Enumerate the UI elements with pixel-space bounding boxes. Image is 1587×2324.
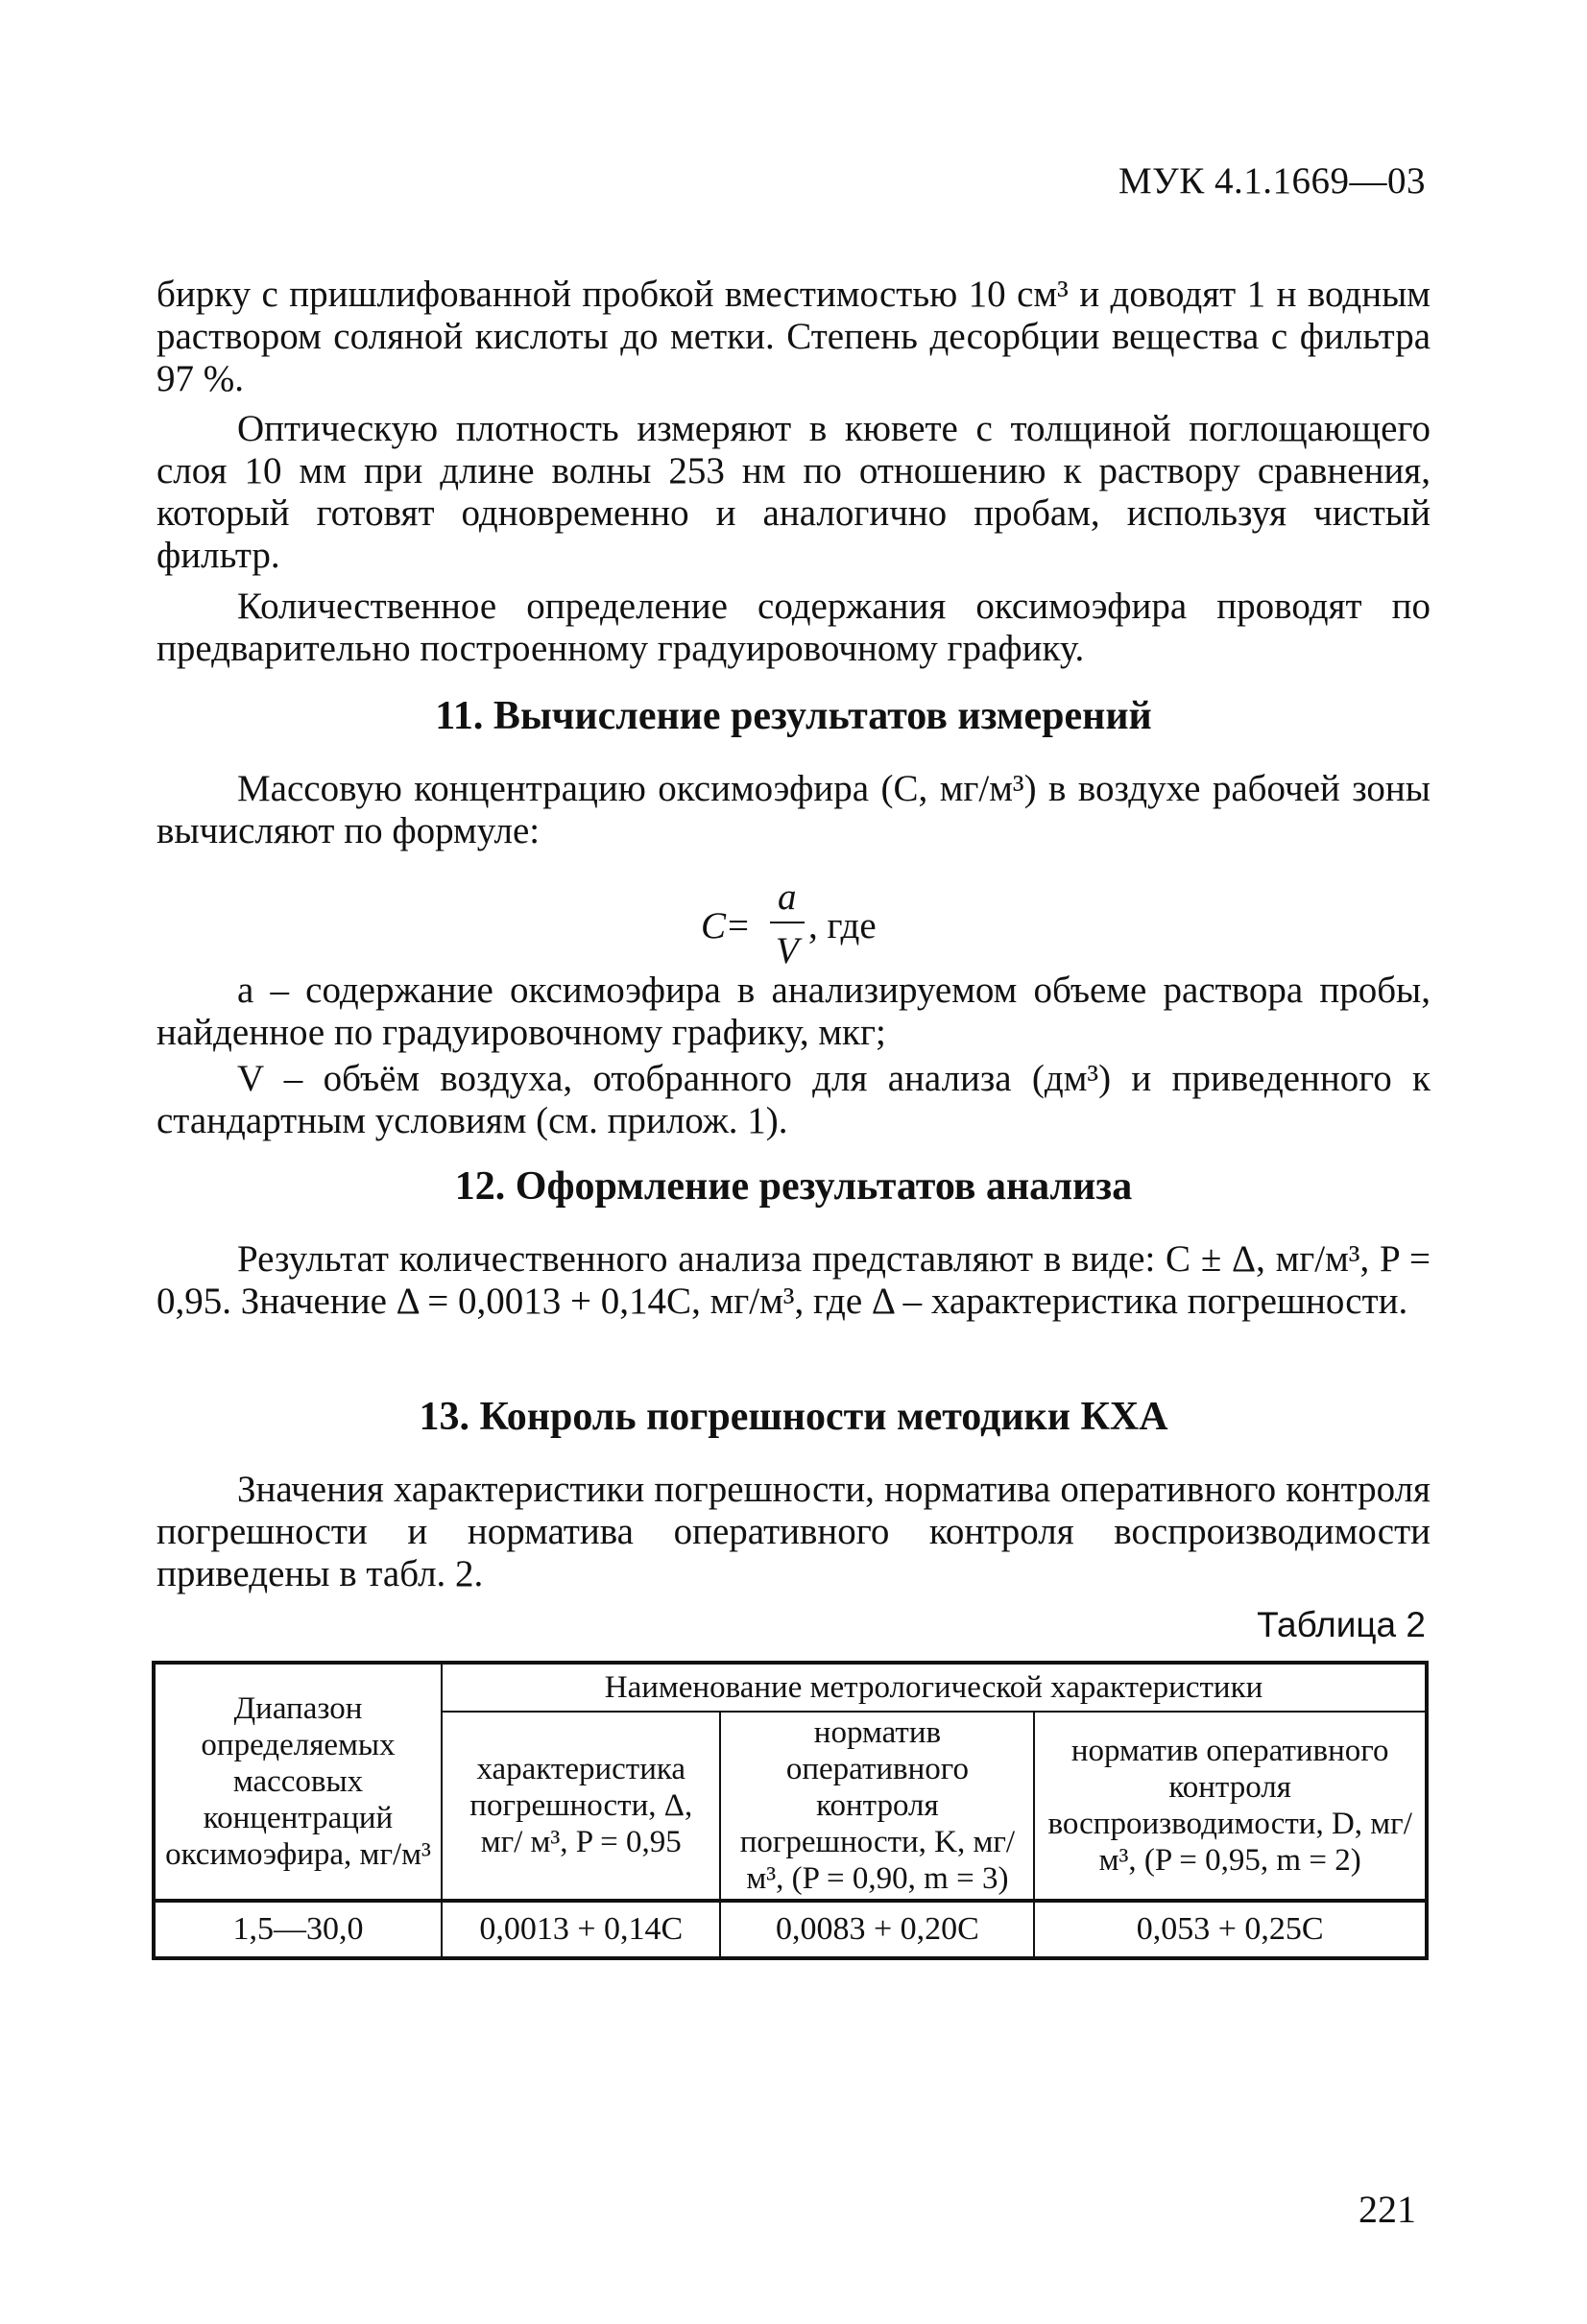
section-13-text: Значения характеристики погрешности, норматива оперативного контроля погрешности и норматива оперативного контроля воспроизводимости приведены в табл. 2. (156, 1469, 1431, 1594)
formula-lhs: C (701, 905, 727, 946)
document-code: МУК 4.1.1669—03 (1118, 160, 1426, 202)
cell-k: 0,0083 + 0,20C (720, 1901, 1034, 1958)
header-range: Диапазон определяемых массовых концентраций оксимоэфира, мг/м³ (154, 1663, 442, 1901)
formula-where: , где (808, 905, 877, 946)
formula-numerator: a (778, 876, 797, 918)
table-caption: Таблица 2 (1257, 1605, 1426, 1644)
paragraph-quantitative: Количественное определение содержания оксимоэфира проводят по предварительно построенному градуировочному графику. (156, 586, 1431, 669)
cell-d: 0,053 + 0,25C (1034, 1901, 1427, 1958)
cell-delta: 0,0013 + 0,14C (442, 1901, 720, 1958)
page-number: 221 (1359, 2188, 1416, 2231)
section-11-title: 11. Вычисление результатов измерений (435, 694, 1152, 738)
definition-a: a – содержание оксимоэфира в анализируемом объеме раствора пробы, найденное по градуировочному графику, мкг; (156, 970, 1431, 1053)
metrology-table (152, 1661, 1429, 1960)
section-13-title: 13. Конроль погрешности методики КХА (419, 1395, 1168, 1439)
formula-equals: = (728, 905, 749, 946)
section-12-title: 12. Оформление результатов анализа (454, 1164, 1133, 1209)
definition-v: V – объём воздуха, отобранного для анализа (дм³) и приведенного к стандартным условиям (см. прилож. 1). (156, 1058, 1431, 1141)
paragraph-filter-transfer: бирку с пришлифованной пробкой вместимостью 10 см³ и доводят 1 н водным раствором соляной кислоты до метки. Степень десорбции вещества с фильтра 97 %. (156, 274, 1431, 399)
section-12-text: Результат количественного анализа представляют в виде: C ± Δ, мг/м³, P = 0,95. Значение Δ = 0,0013 + 0,14C, мг/м³, где Δ – характеристика погрешности. (156, 1238, 1431, 1322)
table-row (154, 1901, 1427, 1958)
header-reproducibility-norm: норматив оперативного контроля воспроизводимости, D, мг/м³, (P = 0,95, m = 2) (1034, 1712, 1427, 1901)
header-error-control-norm: норматив оперативного контроля погрешности, K, мг/м³, (P = 0,90, m = 3) (720, 1712, 1034, 1901)
section-11-intro: Массовую концентрацию оксимоэфира (C, мг/м³) в воздухе рабочей зоны вычисляют по формуле: (156, 768, 1431, 851)
header-error-characteristic: характеристика погрешности, Δ, мг/ м³, P = 0,95 (442, 1712, 720, 1901)
header-metrology-group: Наименование метрологической характеристики (442, 1663, 1427, 1712)
paragraph-optical-density: Оптическую плотность измеряют в кювете с толщиной поглощающего слоя 10 мм при длине волны 253 нм по отношению к раствору сравнения, который готовят одновременно и аналогично пробам, используя чистый фильтр. (156, 408, 1431, 576)
formula-denominator: V (776, 930, 799, 971)
cell-range: 1,5—30,0 (154, 1901, 442, 1958)
fraction-bar (770, 922, 805, 923)
